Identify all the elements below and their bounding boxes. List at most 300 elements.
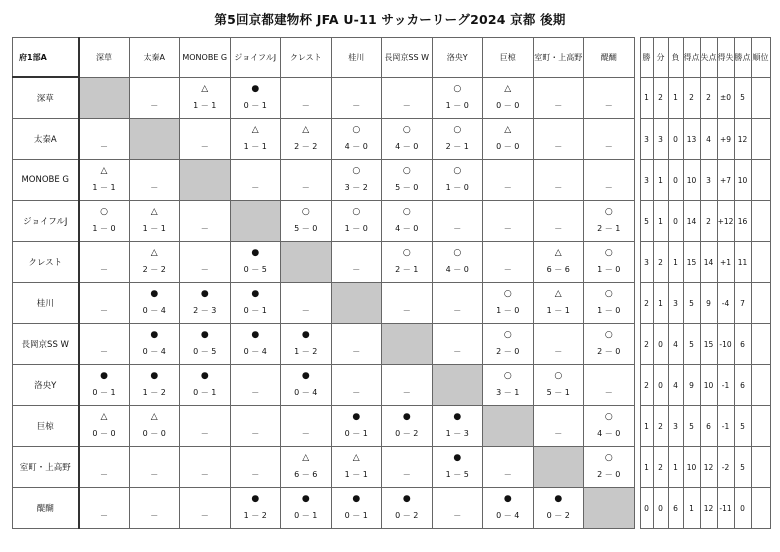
- stat-value: +9: [717, 119, 734, 160]
- row-team-name: 室町・上高野: [13, 447, 79, 488]
- result-symbol: ●: [402, 494, 411, 504]
- match-result-cell: [180, 406, 231, 447]
- match-score: －: [200, 142, 209, 151]
- stat-value: 0: [734, 488, 751, 529]
- result-symbol: ○: [402, 207, 411, 217]
- match-result-cell: [180, 242, 231, 283]
- match-score: 1 － 1: [546, 306, 570, 315]
- match-result-cell: [230, 119, 281, 160]
- match-score: －: [301, 101, 310, 110]
- match-score: 1 － 1: [344, 470, 368, 479]
- stat-value: 2: [640, 283, 653, 324]
- result-symbol: △: [302, 453, 310, 463]
- match-score: －: [150, 511, 159, 520]
- column-header-team: 深草: [79, 38, 130, 78]
- table-row: [13, 77, 771, 119]
- self-match-cell: [180, 160, 231, 201]
- result-symbol: ●: [251, 289, 260, 299]
- match-result-cell: [584, 283, 635, 324]
- match-result-cell: [230, 488, 281, 529]
- match-score: 3 － 1: [496, 388, 520, 397]
- match-result-cell: [281, 406, 332, 447]
- match-result-cell: [584, 447, 635, 488]
- match-score: －: [200, 265, 209, 274]
- stat-value: 12: [700, 447, 717, 488]
- match-result-cell: [533, 201, 584, 242]
- stat-value: [751, 160, 770, 201]
- match-score: －: [402, 470, 411, 479]
- match-score: 1 － 1: [142, 224, 166, 233]
- match-score: －: [402, 101, 411, 110]
- stat-header: 得点: [683, 38, 700, 78]
- match-result-cell: [382, 201, 433, 242]
- row-team-name: クレスト: [13, 242, 79, 283]
- match-score: 4 － 0: [395, 224, 419, 233]
- match-score: －: [453, 224, 462, 233]
- result-symbol: △: [100, 166, 108, 176]
- result-symbol: ○: [352, 125, 361, 135]
- match-score: －: [200, 224, 209, 233]
- match-result-cell: [382, 365, 433, 406]
- match-score: －: [554, 224, 563, 233]
- match-result-cell: [432, 406, 483, 447]
- match-score: 0 － 4: [142, 306, 166, 315]
- match-score: －: [554, 429, 563, 438]
- match-result-cell: [584, 406, 635, 447]
- match-result-cell: [533, 488, 584, 529]
- stat-value: 3: [668, 283, 683, 324]
- result-symbol: ○: [453, 248, 462, 258]
- stat-value: 2: [640, 365, 653, 406]
- stat-value: 0: [668, 119, 683, 160]
- match-score: －: [251, 388, 260, 397]
- result-symbol: ●: [251, 248, 260, 258]
- match-result-cell: [79, 283, 130, 324]
- match-score: 0 － 1: [243, 306, 267, 315]
- stat-value: 5: [683, 406, 700, 447]
- stat-value: 13: [683, 119, 700, 160]
- self-match-cell: [533, 447, 584, 488]
- stat-value: [751, 283, 770, 324]
- match-score: 1 － 1: [92, 183, 116, 192]
- match-result-cell: [230, 324, 281, 365]
- stat-value: [751, 201, 770, 242]
- result-symbol: ●: [251, 330, 260, 340]
- match-score: －: [200, 470, 209, 479]
- result-symbol: ○: [402, 248, 411, 258]
- table-row: [13, 324, 771, 365]
- match-result-cell: [432, 77, 483, 119]
- match-result-cell: [230, 365, 281, 406]
- match-score: 0 － 5: [243, 265, 267, 274]
- match-result-cell: [180, 201, 231, 242]
- match-result-cell: [129, 201, 180, 242]
- match-result-cell: [533, 242, 584, 283]
- result-symbol: ○: [604, 412, 613, 422]
- result-symbol: ○: [503, 330, 512, 340]
- match-score: －: [200, 511, 209, 520]
- match-score: －: [604, 101, 613, 110]
- match-result-cell: [129, 77, 180, 119]
- result-symbol: △: [352, 453, 360, 463]
- match-result-cell: [432, 119, 483, 160]
- match-score: －: [352, 101, 361, 110]
- match-score: 2 － 1: [445, 142, 469, 151]
- result-symbol: ○: [301, 207, 310, 217]
- match-score: 4 － 0: [597, 429, 621, 438]
- match-score: 2 － 3: [193, 306, 217, 315]
- match-score: －: [604, 142, 613, 151]
- match-result-cell: [331, 160, 382, 201]
- stat-value: 10: [683, 447, 700, 488]
- result-symbol: ○: [402, 166, 411, 176]
- match-score: 2 － 1: [395, 265, 419, 274]
- match-result-cell: [483, 119, 534, 160]
- match-score: 5 － 1: [546, 388, 570, 397]
- result-symbol: ●: [352, 494, 361, 504]
- row-team-name: 長岡京SS W: [13, 324, 79, 365]
- row-team-name: 桂川: [13, 283, 79, 324]
- match-score: 1 － 0: [496, 306, 520, 315]
- match-result-cell: [129, 324, 180, 365]
- result-symbol: ●: [251, 494, 260, 504]
- match-result-cell: [281, 201, 332, 242]
- stat-value: 1: [640, 447, 653, 488]
- match-score: 0 － 4: [243, 347, 267, 356]
- match-result-cell: [180, 447, 231, 488]
- match-result-cell: [533, 324, 584, 365]
- match-result-cell: [129, 406, 180, 447]
- stat-value: 2: [700, 77, 717, 119]
- match-result-cell: [281, 77, 332, 119]
- match-score: 1 － 0: [344, 224, 368, 233]
- stat-value: 15: [700, 324, 717, 365]
- result-symbol: ●: [453, 453, 462, 463]
- stat-value: -1: [717, 365, 734, 406]
- match-result-cell: [382, 119, 433, 160]
- match-score: －: [352, 347, 361, 356]
- match-result-cell: [432, 488, 483, 529]
- table-row: [13, 488, 771, 529]
- match-result-cell: [331, 447, 382, 488]
- match-result-cell: [584, 160, 635, 201]
- match-result-cell: [483, 447, 534, 488]
- row-team-name: 太秦A: [13, 119, 79, 160]
- stat-value: 2: [653, 406, 668, 447]
- self-match-cell: [281, 242, 332, 283]
- stat-value: 12: [734, 119, 751, 160]
- match-score: 0 － 2: [546, 511, 570, 520]
- match-score: 0 － 1: [92, 388, 116, 397]
- match-score: －: [503, 183, 512, 192]
- match-result-cell: [483, 283, 534, 324]
- stat-header: 失点: [700, 38, 717, 78]
- match-result-cell: [129, 447, 180, 488]
- match-score: 0 － 2: [395, 429, 419, 438]
- result-symbol: ○: [604, 207, 613, 217]
- match-score: 0 － 1: [344, 429, 368, 438]
- match-score: 2 － 0: [597, 347, 621, 356]
- result-symbol: △: [201, 83, 209, 94]
- column-header-team: 室町・上高野: [533, 38, 584, 78]
- stat-value: -4: [717, 283, 734, 324]
- match-result-cell: [533, 77, 584, 119]
- match-result-cell: [180, 324, 231, 365]
- match-result-cell: [180, 365, 231, 406]
- stat-value: [751, 488, 770, 529]
- stat-value: 9: [700, 283, 717, 324]
- match-result-cell: [230, 283, 281, 324]
- match-result-cell: [533, 119, 584, 160]
- result-symbol: ●: [150, 289, 159, 299]
- table-row: [13, 201, 771, 242]
- self-match-cell: [79, 77, 130, 119]
- stat-header: 得失: [717, 38, 734, 78]
- stat-value: 6: [668, 488, 683, 529]
- match-score: 1 － 2: [294, 347, 318, 356]
- stat-value: 0: [653, 365, 668, 406]
- table-row: [13, 406, 771, 447]
- match-score: －: [100, 306, 108, 315]
- stat-value: 3: [640, 160, 653, 201]
- column-header-team: クレスト: [281, 38, 332, 78]
- stat-value: ±0: [717, 77, 734, 119]
- stat-value: 2: [683, 77, 700, 119]
- result-symbol: △: [504, 83, 512, 94]
- match-result-cell: [281, 488, 332, 529]
- match-result-cell: [382, 447, 433, 488]
- stat-value: 1: [640, 77, 653, 119]
- match-score: 0 － 0: [496, 101, 520, 110]
- stat-value: 3: [668, 406, 683, 447]
- match-result-cell: [79, 488, 130, 529]
- match-result-cell: [432, 447, 483, 488]
- match-score: －: [100, 265, 108, 274]
- stat-value: -10: [717, 324, 734, 365]
- match-result-cell: [584, 365, 635, 406]
- match-score: 1 － 0: [445, 101, 469, 110]
- stat-value: 1: [668, 447, 683, 488]
- stat-value: [751, 324, 770, 365]
- match-result-cell: [432, 201, 483, 242]
- match-score: －: [503, 470, 512, 479]
- result-symbol: ●: [453, 412, 462, 422]
- match-result-cell: [483, 242, 534, 283]
- match-result-cell: [533, 406, 584, 447]
- stat-value: 16: [734, 201, 751, 242]
- result-symbol: ●: [301, 330, 310, 340]
- result-symbol: ○: [503, 289, 512, 299]
- stat-value: 3: [640, 242, 653, 283]
- result-symbol: ●: [402, 412, 411, 422]
- match-result-cell: [230, 447, 281, 488]
- match-result-cell: [432, 283, 483, 324]
- stat-value: -2: [717, 447, 734, 488]
- match-result-cell: [281, 365, 332, 406]
- self-match-cell: [432, 365, 483, 406]
- result-symbol: ●: [301, 494, 310, 504]
- match-result-cell: [584, 119, 635, 160]
- match-result-cell: [382, 283, 433, 324]
- match-result-cell: [281, 283, 332, 324]
- result-symbol: △: [504, 125, 512, 135]
- table-row: [13, 242, 771, 283]
- match-score: －: [453, 511, 462, 520]
- table-row: [13, 365, 771, 406]
- match-score: 4 － 0: [344, 142, 368, 151]
- table-row: [13, 447, 771, 488]
- match-score: 5 － 0: [294, 224, 318, 233]
- match-result-cell: [331, 201, 382, 242]
- header-row: [13, 38, 771, 78]
- result-symbol: ○: [100, 207, 108, 217]
- match-result-cell: [483, 77, 534, 119]
- stat-value: [751, 242, 770, 283]
- stat-value: 6: [700, 406, 717, 447]
- match-score: 0 － 4: [142, 347, 166, 356]
- result-symbol: △: [150, 207, 158, 217]
- match-score: －: [402, 388, 411, 397]
- stat-value: 3: [700, 160, 717, 201]
- self-match-cell: [584, 488, 635, 529]
- match-score: －: [604, 388, 613, 397]
- stat-value: 10: [734, 160, 751, 201]
- stat-value: 11: [734, 242, 751, 283]
- row-team-name: ジョイフルJ: [13, 201, 79, 242]
- match-result-cell: [281, 119, 332, 160]
- division-label: 府1部A: [13, 38, 79, 78]
- match-score: 0 － 1: [243, 101, 267, 110]
- stat-value: 5: [683, 324, 700, 365]
- match-score: －: [554, 101, 563, 110]
- match-result-cell: [230, 242, 281, 283]
- column-header-team: MONOBE G: [180, 38, 231, 78]
- match-score: 1 － 2: [142, 388, 166, 397]
- match-result-cell: [331, 324, 382, 365]
- match-result-cell: [281, 447, 332, 488]
- match-result-cell: [129, 242, 180, 283]
- match-score: 0 － 1: [294, 511, 318, 520]
- match-result-cell: [230, 77, 281, 119]
- stat-value: 5: [734, 447, 751, 488]
- stat-value: 4: [700, 119, 717, 160]
- match-result-cell: [79, 242, 130, 283]
- match-result-cell: [180, 283, 231, 324]
- match-result-cell: [533, 365, 584, 406]
- result-symbol: ○: [352, 207, 361, 217]
- stat-value: -1: [717, 406, 734, 447]
- result-symbol: ○: [453, 83, 462, 94]
- match-score: 1 － 3: [445, 429, 469, 438]
- match-result-cell: [584, 324, 635, 365]
- stat-value: 2: [700, 201, 717, 242]
- result-symbol: ○: [453, 125, 462, 135]
- match-result-cell: [180, 119, 231, 160]
- match-result-cell: [483, 488, 534, 529]
- match-result-cell: [180, 488, 231, 529]
- row-team-name: 深草: [13, 77, 79, 119]
- match-result-cell: [79, 365, 130, 406]
- row-team-name: 醍醐: [13, 488, 79, 529]
- stat-value: [751, 77, 770, 119]
- column-header-team: 桂川: [331, 38, 382, 78]
- stat-value: 1: [668, 242, 683, 283]
- stat-header: 順位: [751, 38, 770, 78]
- result-symbol: △: [100, 412, 108, 422]
- result-symbol: ●: [150, 371, 159, 381]
- result-symbol: △: [251, 125, 259, 135]
- match-score: －: [402, 306, 411, 315]
- row-team-name: 巨椋: [13, 406, 79, 447]
- match-result-cell: [180, 77, 231, 119]
- match-result-cell: [483, 160, 534, 201]
- stat-value: 2: [653, 77, 668, 119]
- match-score: 0 － 2: [395, 511, 419, 520]
- stat-value: [751, 406, 770, 447]
- match-score: 2 － 2: [142, 265, 166, 274]
- match-score: 2 － 2: [294, 142, 318, 151]
- result-symbol: ○: [554, 371, 563, 381]
- self-match-cell: [382, 324, 433, 365]
- stat-value: 6: [734, 324, 751, 365]
- column-header-team: 太秦A: [129, 38, 180, 78]
- match-score: 1 － 2: [243, 511, 267, 520]
- stat-value: 10: [700, 365, 717, 406]
- stat-header: 負: [668, 38, 683, 78]
- match-result-cell: [129, 283, 180, 324]
- league-table: [12, 37, 771, 529]
- match-result-cell: [533, 160, 584, 201]
- match-score: －: [453, 347, 462, 356]
- stat-value: 7: [734, 283, 751, 324]
- match-result-cell: [533, 283, 584, 324]
- result-symbol: ○: [503, 371, 512, 381]
- match-result-cell: [331, 119, 382, 160]
- match-score: 0 － 0: [142, 429, 166, 438]
- result-symbol: ●: [200, 371, 209, 381]
- match-score: －: [150, 183, 159, 192]
- match-score: －: [200, 429, 209, 438]
- stat-value: +7: [717, 160, 734, 201]
- match-score: －: [251, 470, 260, 479]
- result-symbol: △: [150, 412, 158, 422]
- stat-value: 14: [700, 242, 717, 283]
- match-score: 6 － 6: [294, 470, 318, 479]
- stat-value: 0: [653, 488, 668, 529]
- stat-value: 2: [653, 447, 668, 488]
- stat-header: 勝: [640, 38, 653, 78]
- stat-value: 3: [640, 119, 653, 160]
- result-symbol: ●: [352, 412, 361, 422]
- match-score: 0 － 1: [193, 388, 217, 397]
- stat-value: 2: [640, 324, 653, 365]
- result-symbol: ●: [503, 494, 512, 504]
- match-result-cell: [432, 242, 483, 283]
- match-result-cell: [129, 365, 180, 406]
- row-team-name: 洛央Y: [13, 365, 79, 406]
- match-score: 1 － 0: [92, 224, 116, 233]
- match-result-cell: [483, 201, 534, 242]
- match-score: －: [100, 347, 108, 356]
- result-symbol: ●: [200, 289, 209, 299]
- match-result-cell: [331, 365, 382, 406]
- match-result-cell: [331, 242, 382, 283]
- match-result-cell: [382, 406, 433, 447]
- result-symbol: ○: [604, 289, 613, 299]
- stat-value: 5: [683, 283, 700, 324]
- result-symbol: ○: [402, 125, 411, 135]
- result-symbol: ●: [251, 83, 260, 94]
